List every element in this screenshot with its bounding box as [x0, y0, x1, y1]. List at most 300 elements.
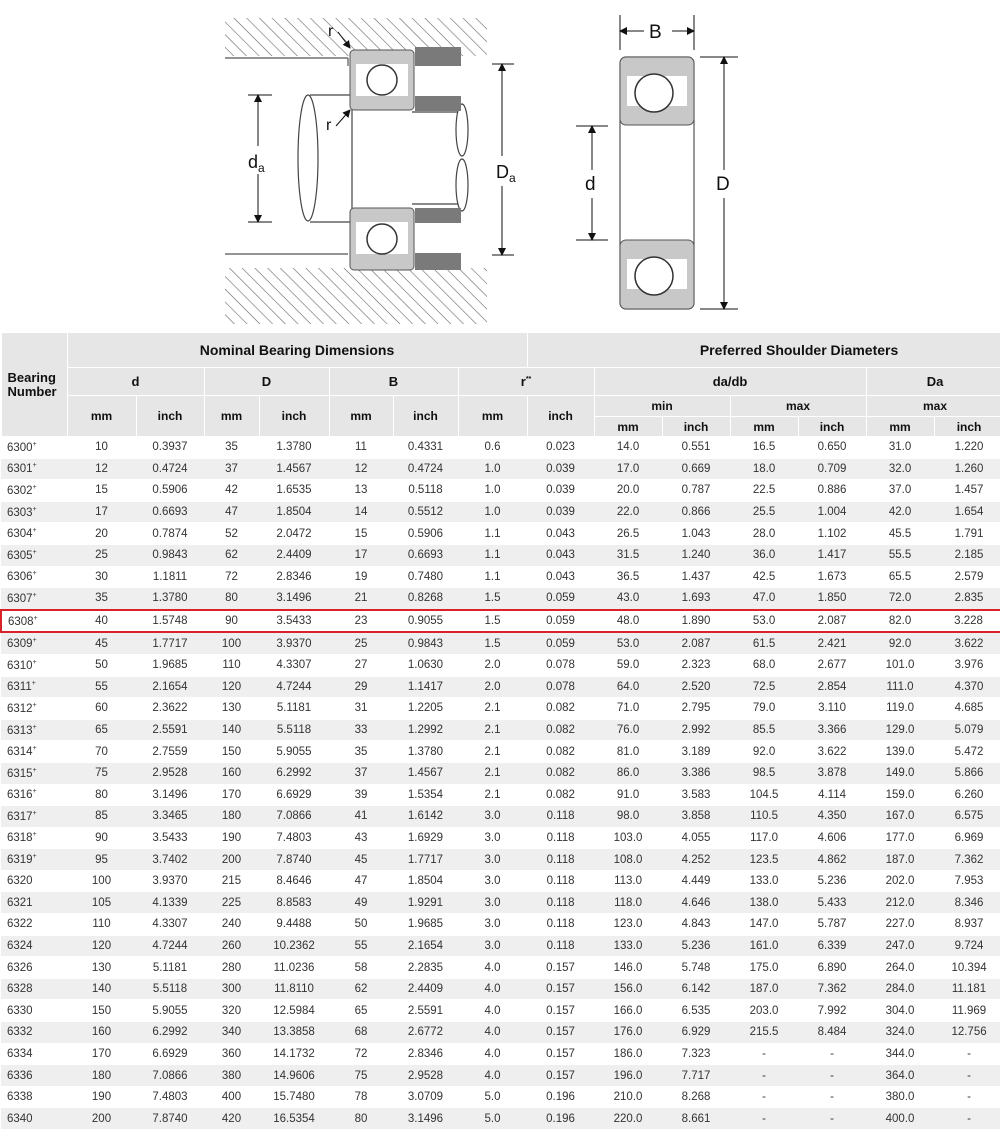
table-cell: 161.0 [730, 935, 798, 957]
table-cell: 0.866 [662, 501, 730, 523]
bearing-number-cell: 6309+ [1, 632, 67, 654]
table-cell: - [798, 1065, 866, 1087]
label-r-top: r [328, 23, 334, 40]
table-cell: 17 [67, 501, 136, 523]
bearing-number-cell: 6314+ [1, 741, 67, 763]
table-cell: 42.5 [730, 566, 798, 588]
table-cell: 123.0 [594, 914, 662, 936]
table-cell: 30 [67, 566, 136, 588]
table-cell: 113.0 [594, 870, 662, 892]
table-cell: 1.9685 [136, 654, 204, 676]
bearing-number-cell: 6338 [1, 1086, 67, 1108]
bearing-diagram [0, 0, 1000, 332]
table-cell: 1.5354 [393, 784, 458, 806]
header-unit-inch: inch [798, 417, 866, 437]
table-cell: 43 [329, 827, 393, 849]
table-cell: 5.9055 [259, 741, 329, 763]
table-cell: 133.0 [730, 870, 798, 892]
table-cell: 26.5 [594, 523, 662, 545]
table-cell: 247.0 [866, 935, 934, 957]
bearing-number-cell: 6306+ [1, 566, 67, 588]
table-cell: 100 [67, 870, 136, 892]
table-cell: 11.181 [934, 978, 1000, 1000]
table-cell: 2.421 [798, 632, 866, 654]
header-max: max [730, 396, 866, 417]
bearing-mark: + [32, 570, 37, 578]
table-cell: 1.1 [458, 544, 527, 566]
table-cell: 4.449 [662, 870, 730, 892]
table-cell: 1.1 [458, 523, 527, 545]
table-cell: 260 [204, 935, 259, 957]
header-Da-max: max [866, 396, 1000, 417]
table-cell: 92.0 [730, 741, 798, 763]
table-cell: 123.5 [730, 849, 798, 871]
table-cell: 0.118 [527, 870, 594, 892]
table-cell: 0.157 [527, 1000, 594, 1022]
bearing-number-cell: 6300+ [1, 437, 67, 459]
bearing-mark: + [32, 548, 37, 556]
table-cell: 1.8504 [259, 501, 329, 523]
table-cell: 15 [329, 523, 393, 545]
table-cell: 176.0 [594, 1022, 662, 1044]
bearing-number-cell: 6312+ [1, 698, 67, 720]
table-cell: 190 [67, 1086, 136, 1108]
table-cell: 2.4409 [393, 978, 458, 1000]
header-r: r** [458, 368, 594, 396]
table-cell: 42 [204, 480, 259, 502]
table-cell: 53.0 [594, 632, 662, 654]
table-cell: 35 [67, 588, 136, 610]
header-unit-mm: mm [329, 396, 393, 437]
table-cell: 2.9528 [136, 762, 204, 784]
bearing-number-cell: 6330 [1, 1000, 67, 1022]
table-cell: 2.8346 [393, 1043, 458, 1065]
table-cell: 5.0 [458, 1086, 527, 1108]
table-cell: 45 [67, 632, 136, 654]
table-cell: 138.0 [730, 892, 798, 914]
table-cell: 7.992 [798, 1000, 866, 1022]
table-cell: 0.9843 [393, 632, 458, 654]
table-cell: 130 [204, 698, 259, 720]
table-cell: 3.110 [798, 698, 866, 720]
table-cell: 3.858 [662, 806, 730, 828]
table-cell: 17.0 [594, 458, 662, 480]
table-cell: 9.4488 [259, 914, 329, 936]
table-cell: 3.366 [798, 719, 866, 741]
table-cell: 0.5118 [393, 480, 458, 502]
table-cell: 53.0 [730, 610, 798, 633]
table-cell: 170 [67, 1043, 136, 1065]
table-cell: 1.220 [934, 437, 1000, 459]
table-cell: - [934, 1108, 1000, 1130]
table-cell: 1.654 [934, 501, 1000, 523]
table-cell: - [798, 1108, 866, 1130]
table-cell: 28.0 [730, 523, 798, 545]
bearing-bottom-section [350, 208, 414, 270]
table-cell: 200 [67, 1108, 136, 1130]
table-cell: 61.5 [730, 632, 798, 654]
table-cell: - [730, 1086, 798, 1108]
table-cell: 10 [67, 437, 136, 459]
table-cell: 3.1496 [259, 588, 329, 610]
table-cell: 2.1 [458, 719, 527, 741]
bearing-number-cell: 6332 [1, 1022, 67, 1044]
table-cell: 22.5 [730, 480, 798, 502]
table-cell: 4.0 [458, 1000, 527, 1022]
table-row [1, 914, 1000, 936]
label-Da: $D_a$ [496, 162, 516, 185]
table-cell: 55 [67, 676, 136, 698]
table-cell: 2.0 [458, 676, 527, 698]
table-cell: 300 [204, 978, 259, 1000]
table-cell: 31.5 [594, 544, 662, 566]
table-row [1, 1086, 1000, 1108]
table-cell: 8.346 [934, 892, 1000, 914]
table-cell: - [730, 1108, 798, 1130]
table-cell: 0.043 [527, 566, 594, 588]
table-cell: 1.0630 [393, 654, 458, 676]
table-cell: 7.4803 [136, 1086, 204, 1108]
table-cell: 33 [329, 719, 393, 741]
table-cell: 4.114 [798, 784, 866, 806]
table-row [1, 719, 1000, 741]
table-cell: 0.787 [662, 480, 730, 502]
table-cell: 6.575 [934, 806, 1000, 828]
table-cell: 1.2992 [393, 719, 458, 741]
table-cell: 2.5591 [136, 719, 204, 741]
table-cell: - [730, 1065, 798, 1087]
table-cell: 2.579 [934, 566, 1000, 588]
bearing-mark: + [32, 483, 37, 491]
table-cell: 3.583 [662, 784, 730, 806]
table-cell: 2.1 [458, 698, 527, 720]
bearing-number-cell: 6310+ [1, 654, 67, 676]
table-cell: 4.0 [458, 1065, 527, 1087]
table-cell: 5.1181 [259, 698, 329, 720]
table-cell: 5.5118 [259, 719, 329, 741]
table-cell: 47 [204, 501, 259, 523]
table-cell: 1.4567 [393, 762, 458, 784]
table-cell: 167.0 [866, 806, 934, 828]
table-cell: 22.0 [594, 501, 662, 523]
table-row [1, 806, 1000, 828]
table-cell: 62 [329, 978, 393, 1000]
bearing-number-cell: 6322 [1, 914, 67, 936]
table-cell: 1.850 [798, 588, 866, 610]
table-cell: 12 [67, 458, 136, 480]
table-cell: 0.039 [527, 458, 594, 480]
table-row [1, 437, 1000, 459]
mounted-bearing-figure [225, 18, 522, 324]
table-cell: 5.5118 [136, 978, 204, 1000]
table-cell: 5.079 [934, 719, 1000, 741]
table-row [1, 458, 1000, 480]
table-cell: 3.9370 [136, 870, 204, 892]
table-cell: 240 [204, 914, 259, 936]
table-cell: 0.157 [527, 957, 594, 979]
table-cell: 0.9843 [136, 544, 204, 566]
table-cell: 0.078 [527, 676, 594, 698]
table-cell: 4.370 [934, 676, 1000, 698]
table-cell: 52 [204, 523, 259, 545]
table-cell: 72.5 [730, 676, 798, 698]
table-cell: 146.0 [594, 957, 662, 979]
table-cell: 0.3937 [136, 437, 204, 459]
table-cell: 1.7717 [393, 849, 458, 871]
table-cell: 0.157 [527, 1043, 594, 1065]
table-cell: 160 [67, 1022, 136, 1044]
table-cell: 2.185 [934, 544, 1000, 566]
table-cell: 220.0 [594, 1108, 662, 1130]
table-cell: 13 [329, 480, 393, 502]
table-cell: 50 [329, 914, 393, 936]
table-cell: 36.0 [730, 544, 798, 566]
table-cell: 80 [204, 588, 259, 610]
table-row [1, 935, 1000, 957]
table-cell: 0.118 [527, 849, 594, 871]
bearing-mark: + [32, 831, 37, 839]
table-cell: 3.0 [458, 849, 527, 871]
table-cell: 1.1417 [393, 676, 458, 698]
table-cell: 32.0 [866, 458, 934, 480]
table-cell: 1.5 [458, 632, 527, 654]
table-cell: 85 [67, 806, 136, 828]
header-unit-mm: mm [594, 417, 662, 437]
label-d: d [585, 174, 596, 195]
bearing-number-cell: 6336 [1, 1065, 67, 1087]
table-cell: 71.0 [594, 698, 662, 720]
table-cell: 72 [204, 566, 259, 588]
table-cell: 11.0236 [259, 957, 329, 979]
table-cell: 0.196 [527, 1086, 594, 1108]
table-cell: 170 [204, 784, 259, 806]
table-body [1, 437, 1000, 1130]
table-row-highlighted [1, 610, 1000, 633]
table-cell: 68 [329, 1022, 393, 1044]
table-cell: 210.0 [594, 1086, 662, 1108]
table-cell: - [934, 1086, 1000, 1108]
table-cell: 0.650 [798, 437, 866, 459]
bearing-number-cell: 6319+ [1, 849, 67, 871]
bearing-number-cell: 6311+ [1, 676, 67, 698]
table-cell: 2.854 [798, 676, 866, 698]
table-cell: 133.0 [594, 935, 662, 957]
table-cell: 4.843 [662, 914, 730, 936]
table-cell: 2.1 [458, 762, 527, 784]
table-cell: 5.236 [662, 935, 730, 957]
table-cell: 55 [329, 935, 393, 957]
table-cell: 0.082 [527, 698, 594, 720]
table-cell: 1.8504 [393, 870, 458, 892]
table-cell: 15.7480 [259, 1086, 329, 1108]
table-cell: 20.0 [594, 480, 662, 502]
table-cell: 0.157 [527, 1022, 594, 1044]
table-cell: 23 [329, 610, 393, 633]
table-cell: 6.2992 [136, 1022, 204, 1044]
table-cell: 105 [67, 892, 136, 914]
table-cell: 5.9055 [136, 1000, 204, 1022]
table-cell: 3.622 [934, 632, 1000, 654]
table-cell: 45 [329, 849, 393, 871]
header-D: D [204, 368, 329, 396]
table-cell: 75 [67, 762, 136, 784]
table-cell: 5.787 [798, 914, 866, 936]
table-cell: 4.055 [662, 827, 730, 849]
bearing-mark: + [32, 766, 37, 774]
table-row [1, 501, 1000, 523]
bearing-mark: + [33, 614, 38, 622]
table-cell: 196.0 [594, 1065, 662, 1087]
table-row [1, 892, 1000, 914]
table-cell: 0.082 [527, 719, 594, 741]
table-cell: 45.5 [866, 523, 934, 545]
table-cell: 4.0 [458, 1043, 527, 1065]
table-cell: 0.039 [527, 480, 594, 502]
table-cell: 42.0 [866, 501, 934, 523]
table-cell: 225 [204, 892, 259, 914]
shaft [298, 95, 468, 222]
table-cell: 1.1811 [136, 566, 204, 588]
table-cell: 62 [204, 544, 259, 566]
table-cell: 2.4409 [259, 544, 329, 566]
table-cell: 0.059 [527, 632, 594, 654]
table-cell: 95 [67, 849, 136, 871]
table-cell: 25.5 [730, 501, 798, 523]
bearing-number-cell: 6320 [1, 870, 67, 892]
table-cell: 11.969 [934, 1000, 1000, 1022]
table-cell: 1.3780 [393, 741, 458, 763]
table-cell: 2.1 [458, 741, 527, 763]
table-cell: 3.5433 [136, 827, 204, 849]
table-cell: 6.260 [934, 784, 1000, 806]
table-cell: 186.0 [594, 1043, 662, 1065]
table-cell: 187.0 [730, 978, 798, 1000]
table-cell: 7.4803 [259, 827, 329, 849]
header-shoulder-diameters: Preferred Shoulder Diameters [527, 333, 1000, 368]
table-row [1, 1108, 1000, 1130]
table-row [1, 654, 1000, 676]
table-cell: 37.0 [866, 480, 934, 502]
table-cell: 8.937 [934, 914, 1000, 936]
table-cell: 0.4724 [136, 458, 204, 480]
table-cell: 7.0866 [136, 1065, 204, 1087]
table-cell: 400 [204, 1086, 259, 1108]
ball-top [367, 65, 397, 95]
table-row [1, 978, 1000, 1000]
table-cell: 2.795 [662, 698, 730, 720]
table-cell: 190 [204, 827, 259, 849]
table-cell: 5.472 [934, 741, 1000, 763]
table-cell: 7.8740 [259, 849, 329, 871]
table-cell: 4.862 [798, 849, 866, 871]
table-cell: 80 [67, 784, 136, 806]
bearing-number-cell: 6316+ [1, 784, 67, 806]
table-row [1, 1043, 1000, 1065]
table-cell: 4.0 [458, 978, 527, 1000]
table-cell: 280 [204, 957, 259, 979]
table-cell: 0.6 [458, 437, 527, 459]
table-cell: 149.0 [866, 762, 934, 784]
table-cell: 25 [329, 632, 393, 654]
table-cell: 2.2835 [393, 957, 458, 979]
table-cell: 104.5 [730, 784, 798, 806]
table-cell: 5.236 [798, 870, 866, 892]
table-cell: 202.0 [866, 870, 934, 892]
table-cell: 4.3307 [136, 914, 204, 936]
table-cell: 117.0 [730, 827, 798, 849]
table-cell: 1.6142 [393, 806, 458, 828]
bearing-number-cell: 6315+ [1, 762, 67, 784]
table-cell: 7.8740 [136, 1108, 204, 1130]
table-cell: 156.0 [594, 978, 662, 1000]
table-cell: 175.0 [730, 957, 798, 979]
table-cell: 31.0 [866, 437, 934, 459]
table-cell: 6.890 [798, 957, 866, 979]
table-cell: 7.362 [798, 978, 866, 1000]
table-cell: 119.0 [866, 698, 934, 720]
table-cell: 37 [329, 762, 393, 784]
table-cell: 0.118 [527, 827, 594, 849]
table-cell: 215 [204, 870, 259, 892]
table-cell: 78 [329, 1086, 393, 1108]
table-cell: 58 [329, 957, 393, 979]
header-bearing-number: Bearing Number [1, 333, 67, 437]
table-cell: 17 [329, 544, 393, 566]
table-cell: 35 [204, 437, 259, 459]
table-cell: 5.866 [934, 762, 1000, 784]
table-row [1, 741, 1000, 763]
table-cell: 100 [204, 632, 259, 654]
table-cell: 344.0 [866, 1043, 934, 1065]
table-cell: 4.1339 [136, 892, 204, 914]
bearing-number-cell: 6313+ [1, 719, 67, 741]
table-cell: 1.0 [458, 480, 527, 502]
table-cell: 177.0 [866, 827, 934, 849]
table-cell: - [798, 1043, 866, 1065]
header-nominal-dimensions: Nominal Bearing Dimensions [67, 333, 527, 368]
table-cell: 150 [67, 1000, 136, 1022]
header-unit-mm: mm [730, 417, 798, 437]
table-cell: 4.7244 [259, 676, 329, 698]
table-cell: 4.350 [798, 806, 866, 828]
table-cell: 55.5 [866, 544, 934, 566]
table-cell: 90 [204, 610, 259, 633]
table-cell: 8.661 [662, 1108, 730, 1130]
table-cell: 5.1181 [136, 957, 204, 979]
table-cell: 1.1 [458, 566, 527, 588]
table-cell: 18.0 [730, 458, 798, 480]
table-row [1, 827, 1000, 849]
table-row [1, 784, 1000, 806]
table-cell: 2.8346 [259, 566, 329, 588]
bearing-number-cell: 6304+ [1, 523, 67, 545]
table-cell: 180 [204, 806, 259, 828]
label-da: $d_a$ [248, 152, 265, 175]
table-cell: 31 [329, 698, 393, 720]
header-unit-inch: inch [259, 396, 329, 437]
table-cell: 0.551 [662, 437, 730, 459]
table-cell: 8.4646 [259, 870, 329, 892]
bearing-mark: + [32, 723, 37, 731]
table-row [1, 523, 1000, 545]
table-cell: 68.0 [730, 654, 798, 676]
table-cell: 3.0 [458, 892, 527, 914]
table-cell: 2.6772 [393, 1022, 458, 1044]
table-cell: 10.2362 [259, 935, 329, 957]
bearing-mark: + [32, 637, 37, 645]
table-cell: 3.3465 [136, 806, 204, 828]
table-cell: 1.3780 [136, 588, 204, 610]
